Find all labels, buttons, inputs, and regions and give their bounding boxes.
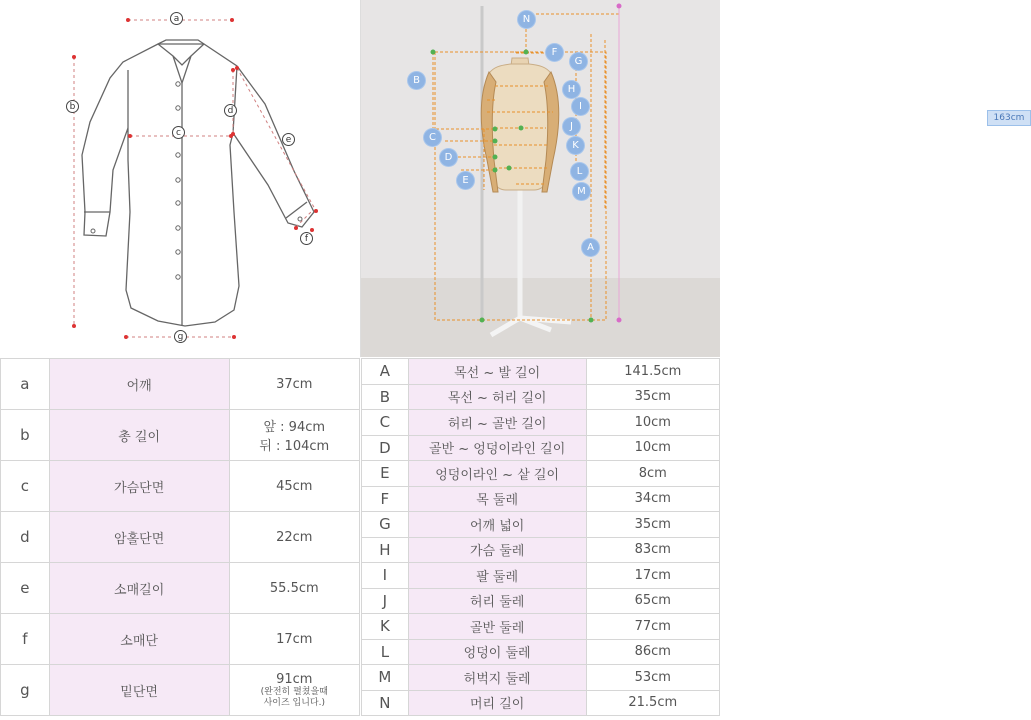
table-row bbox=[362, 435, 720, 461]
row-name: 소매단 bbox=[49, 614, 229, 665]
row-name: 엉덩이라인 ~ 샅 길이 bbox=[408, 461, 586, 487]
shirt-diagram bbox=[0, 0, 360, 357]
row-name: 총 길이 bbox=[49, 410, 229, 461]
row-key: E bbox=[362, 461, 409, 487]
row-value-front: 앞 : 94cm bbox=[263, 420, 326, 435]
row-name: 팔 둘레 bbox=[408, 563, 586, 589]
table-row bbox=[362, 359, 720, 385]
row-value: 141.5cm bbox=[586, 359, 719, 385]
row-value: 21.5cm bbox=[586, 690, 719, 716]
label-L: L bbox=[571, 163, 588, 180]
row-key: I bbox=[362, 563, 409, 589]
row-name: 어깨 넓이 bbox=[408, 512, 586, 538]
row-value: 37cm bbox=[229, 359, 359, 410]
row-name: 골반 둘레 bbox=[408, 614, 586, 640]
label-D: D bbox=[440, 149, 457, 166]
row-key: G bbox=[362, 512, 409, 538]
table-row bbox=[1, 665, 360, 716]
label-M: M bbox=[573, 183, 590, 200]
table-row bbox=[362, 665, 720, 691]
row-name: 엉덩이 둘레 bbox=[408, 639, 586, 665]
row-value: 17cm bbox=[586, 563, 719, 589]
height-label: 163cm bbox=[987, 110, 1031, 126]
label-G: G bbox=[570, 53, 587, 70]
row-key: A bbox=[362, 359, 409, 385]
row-name: 골반 ~ 엉덩이라인 길이 bbox=[408, 435, 586, 461]
row-value: 8cm bbox=[586, 461, 719, 487]
row-name: 가슴 둘레 bbox=[408, 537, 586, 563]
row-key: L bbox=[362, 639, 409, 665]
row-value-note: (완전히 펼쳤을때 bbox=[260, 686, 328, 697]
row-key: J bbox=[362, 588, 409, 614]
label-K: K bbox=[567, 137, 584, 154]
table-row bbox=[362, 537, 720, 563]
row-key: F bbox=[362, 486, 409, 512]
row-key: g bbox=[1, 665, 50, 716]
label-E: E bbox=[457, 172, 474, 189]
table-row bbox=[1, 359, 360, 410]
garment-measurement-table bbox=[0, 358, 360, 716]
row-key: f bbox=[1, 614, 50, 665]
row-value: 34cm bbox=[586, 486, 719, 512]
table-row bbox=[1, 461, 360, 512]
table-row bbox=[362, 486, 720, 512]
row-name: 소매길이 bbox=[49, 563, 229, 614]
row-value: 86cm bbox=[586, 639, 719, 665]
row-name: 허리 둘레 bbox=[408, 588, 586, 614]
row-name: 가슴단면 bbox=[49, 461, 229, 512]
label-N: N bbox=[518, 11, 535, 28]
row-value-main: 91cm bbox=[276, 671, 313, 687]
label-c: c bbox=[172, 126, 185, 139]
row-value-note2: 사이즈 입니다.) bbox=[263, 697, 325, 708]
table-row bbox=[1, 512, 360, 563]
row-key: D bbox=[362, 435, 409, 461]
row-name: 목선 ~ 발 길이 bbox=[408, 359, 586, 385]
body-measurement-table bbox=[361, 358, 720, 716]
shirt-diagram-panel bbox=[0, 0, 361, 357]
row-value: 35cm bbox=[586, 512, 719, 538]
table-row bbox=[362, 614, 720, 640]
row-value: 35cm bbox=[586, 384, 719, 410]
table-row bbox=[362, 690, 720, 716]
table-row bbox=[362, 512, 720, 538]
label-I: I bbox=[572, 98, 589, 115]
row-name: 허리 ~ 골반 길이 bbox=[408, 410, 586, 436]
row-name: 허벅지 둘레 bbox=[408, 665, 586, 691]
label-e: e bbox=[282, 133, 295, 146]
table-row bbox=[362, 384, 720, 410]
label-a: a bbox=[170, 12, 183, 25]
row-key: N bbox=[362, 690, 409, 716]
table-row bbox=[362, 461, 720, 487]
row-key: c bbox=[1, 461, 50, 512]
row-name: 어깨 bbox=[49, 359, 229, 410]
row-key: e bbox=[1, 563, 50, 614]
label-d: d bbox=[224, 104, 237, 117]
table-row bbox=[1, 614, 360, 665]
row-value: 22cm bbox=[229, 512, 359, 563]
row-key: a bbox=[1, 359, 50, 410]
table-row bbox=[362, 563, 720, 589]
mannequin-figure bbox=[361, 0, 720, 357]
row-value: 45cm bbox=[229, 461, 359, 512]
table-row bbox=[1, 410, 360, 461]
table-row bbox=[362, 410, 720, 436]
row-value: 83cm bbox=[586, 537, 719, 563]
row-name: 목선 ~ 허리 길이 bbox=[408, 384, 586, 410]
row-key: b bbox=[1, 410, 50, 461]
row-key: B bbox=[362, 384, 409, 410]
row-name: 밑단면 bbox=[49, 665, 229, 716]
row-key: K bbox=[362, 614, 409, 640]
row-value: 53cm bbox=[586, 665, 719, 691]
row-name: 목 둘레 bbox=[408, 486, 586, 512]
label-B: B bbox=[408, 72, 425, 89]
label-A: A bbox=[582, 239, 599, 256]
table-row bbox=[362, 639, 720, 665]
table-row bbox=[362, 588, 720, 614]
row-value bbox=[229, 665, 359, 716]
row-value bbox=[229, 410, 359, 461]
row-key: C bbox=[362, 410, 409, 436]
row-name: 머리 길이 bbox=[408, 690, 586, 716]
mannequin-panel bbox=[361, 0, 1025, 357]
row-key: H bbox=[362, 537, 409, 563]
row-value: 17cm bbox=[229, 614, 359, 665]
table-row bbox=[1, 563, 360, 614]
label-g: g bbox=[174, 330, 187, 343]
label-H: H bbox=[563, 81, 580, 98]
label-b: b bbox=[66, 100, 79, 113]
label-C: C bbox=[424, 129, 441, 146]
label-F: F bbox=[546, 44, 563, 61]
row-value: 65cm bbox=[586, 588, 719, 614]
row-value-back: 뒤 : 104cm bbox=[259, 439, 330, 454]
row-value: 77cm bbox=[586, 614, 719, 640]
label-J: J bbox=[563, 118, 580, 135]
row-name: 암홀단면 bbox=[49, 512, 229, 563]
row-value: 10cm bbox=[586, 435, 719, 461]
row-value: 55.5cm bbox=[229, 563, 359, 614]
row-key: d bbox=[1, 512, 50, 563]
row-value: 10cm bbox=[586, 410, 719, 436]
label-f: f bbox=[300, 232, 313, 245]
row-key: M bbox=[362, 665, 409, 691]
